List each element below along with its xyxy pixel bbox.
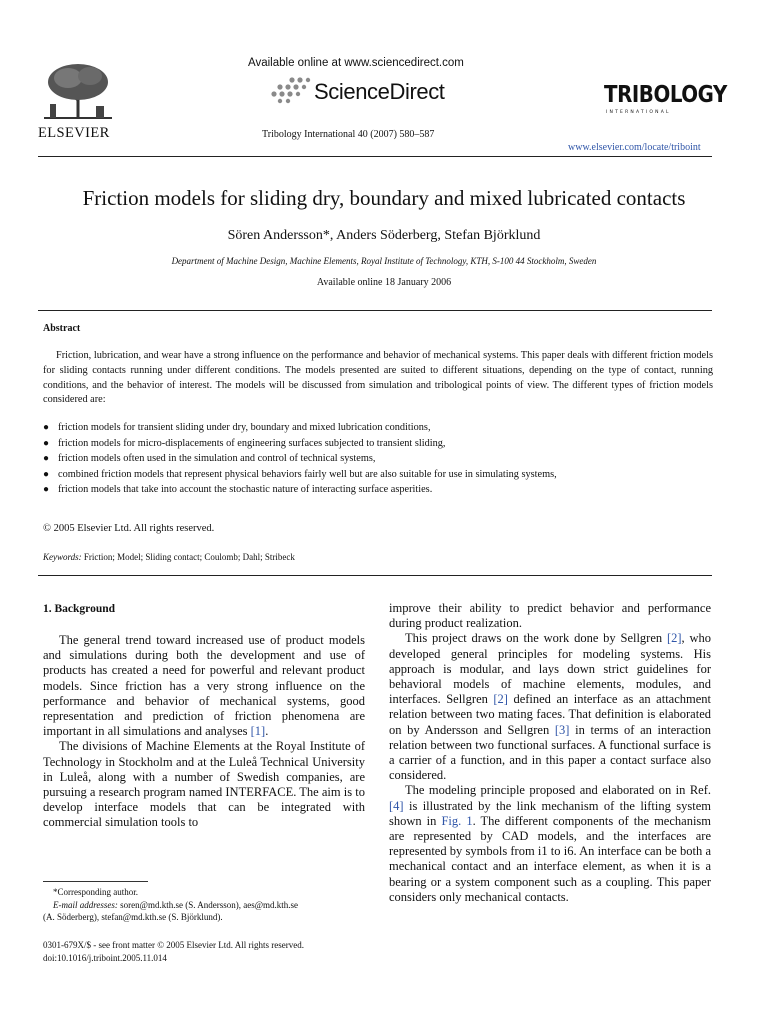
citation-link[interactable]: [1] — [250, 724, 266, 739]
article-title: Friction models for sliding dry, boundary and mixed lubricated contacts — [82, 186, 686, 210]
issn-line: 0301-679X/$ - see front matter © 2005 Elsevier Ltd. All rights reserved. — [43, 940, 305, 950]
header-rule — [38, 156, 712, 157]
list-item: ● friction models for micro-displacements of engineering surfaces subjected to transient sliding, — [43, 436, 723, 452]
email-addresses: E-mail addresses: soren@md.kth.se (S. Andersson), aes@md.kth.se — [53, 899, 298, 910]
citation-link[interactable]: [4] — [389, 798, 404, 813]
abstract-text: Friction, lubrication, and wear have a strong influence on the performance and behavior of mechanical systems. This paper deals with different friction models for sliding contacts running under different conditions. The models presented are suited to different situations, depending on the type of contact, running conditions, and the behavior of interest. The models will be discussed from simulation and tribological points of view. The different types of friction models considered are: — [43, 350, 713, 406]
bullet-icon: ● — [43, 484, 50, 496]
keywords-label: Keywords: — [43, 552, 82, 562]
bullet-icon: ● — [43, 468, 50, 480]
citation-link[interactable]: [3] — [554, 722, 570, 737]
right-column — [389, 601, 711, 905]
body-paragraph: improve their ability to predict behavior and performance during product realization. — [389, 601, 711, 631]
tree-logo-icon — [38, 60, 118, 124]
abstract-top-rule — [38, 310, 712, 311]
body-paragraph: This project draws on the work done by Sellgren [2], who developed general principles for modeling systems. His approach is modular, and lays down strict guidelines for behavioral models of machine elements, modules, and interfaces. Sellgren [2] defined an interface as an attachment relation between two mating faces. That definition is elaborated on by Andersson and Sellgren [3] in terms of an interaction relation between two functional surfaces. A functional surface is a carrier of a function, and in this paper a contact surface also considered. — [389, 631, 712, 783]
bullet-icon: ● — [43, 437, 50, 449]
list-item: ● friction models that take into account the stochastic nature of interacting surface asperities. — [43, 482, 723, 498]
doi-line: doi:10.1016/j.triboint.2005.11.014 — [43, 952, 167, 963]
citation-link[interactable]: [2] — [493, 692, 508, 707]
corresponding-author-note: *Corresponding author. — [53, 887, 138, 897]
footnote — [43, 886, 365, 924]
front-matter — [43, 939, 373, 964]
email-addresses-cont: (A. Söderberg), stefan@md.kth.se (S. Björklund). — [43, 912, 223, 923]
list-item: ● friction models for transient sliding under dry, boundary and mixed lubrication conditions, — [43, 420, 723, 436]
affiliation: Department of Machine Design, Machine Elements, Royal Institute of Technology, KTH, S-100 44 Stockholm, Sweden — [171, 256, 597, 266]
friction-model-list — [43, 420, 723, 498]
body-paragraph: The general trend toward increased use of product models and simulations during both the development and use of products has created a need for powerful and relevant product models. Since friction has a very strong influence on the performance and behavior of mechanical systems, good representation and prediction of friction phenomena are important in all simulations and analyses [1]. — [43, 633, 365, 739]
tribology-logo-subtext: INTERNATIONAL — [606, 110, 671, 115]
abstract-bottom-rule — [38, 575, 712, 576]
body-paragraph: The divisions of Machine Elements at the Royal Institute of Technology in Stockholm and at the Luleå Technical University in Luleå, along with a number of Swedish companies, are pursuing a research program named INTERFACE. The aim is to develop interface models that can be integrated with commercial simulation tools to — [43, 739, 365, 830]
bullet-icon: ● — [43, 422, 50, 433]
abstract-copyright: © 2005 Elsevier Ltd. All rights reserved. — [43, 523, 215, 534]
section-heading: 1. Background — [43, 603, 116, 615]
bullet-icon: ● — [43, 453, 50, 465]
tribology-logo: TRIBOLOGY — [604, 82, 727, 108]
keywords-line — [43, 552, 295, 562]
author-list: Sören Andersson*, Anders Söderberg, Stefan Björklund — [227, 228, 541, 243]
figure-link[interactable]: Fig. 1 — [441, 813, 473, 828]
list-item: ● combined friction models that represent physical behaviors fairly well but are also suitable for use in simulating systems, — [43, 467, 723, 483]
left-column — [43, 633, 365, 831]
available-online-text: Available online at www.sciencedirect.com — [248, 57, 464, 69]
publisher-name: ELSEVIER — [38, 125, 110, 141]
abstract-heading: Abstract — [43, 323, 81, 334]
citation-link[interactable]: [2] — [666, 631, 682, 646]
footnote-rule — [43, 881, 148, 882]
journal-url-link[interactable]: www.elsevier.com/locate/triboint — [568, 142, 701, 153]
body-paragraph: The modeling principle proposed and elaborated on in Ref. [4] is illustrated by the link mechanism of the lifting system shown in Fig. 1. The different components of the mechanism are represented by CAD models, and the interfaces are represented by symbols from i1 to i6. An interface can be both a mechanical contact and an interface element, as when it is a bearing or a system component such as a coupling. This paper considers only mechanical contacts. — [389, 783, 712, 904]
list-item: ● friction models often used in the simulation and control of technical systems, — [43, 451, 723, 467]
keywords-value: Friction; Model; Sliding contact; Coulomb; Dahl; Stribeck — [83, 552, 295, 562]
elsevier-tree-logo — [38, 60, 118, 124]
sciencedirect-wordmark: ScienceDirect — [314, 79, 445, 104]
journal-reference: Tribology International 40 (2007) 580–587 — [262, 129, 435, 140]
available-date: Available online 18 January 2006 — [316, 277, 452, 288]
sciencedirect-dots-icon — [270, 76, 314, 104]
